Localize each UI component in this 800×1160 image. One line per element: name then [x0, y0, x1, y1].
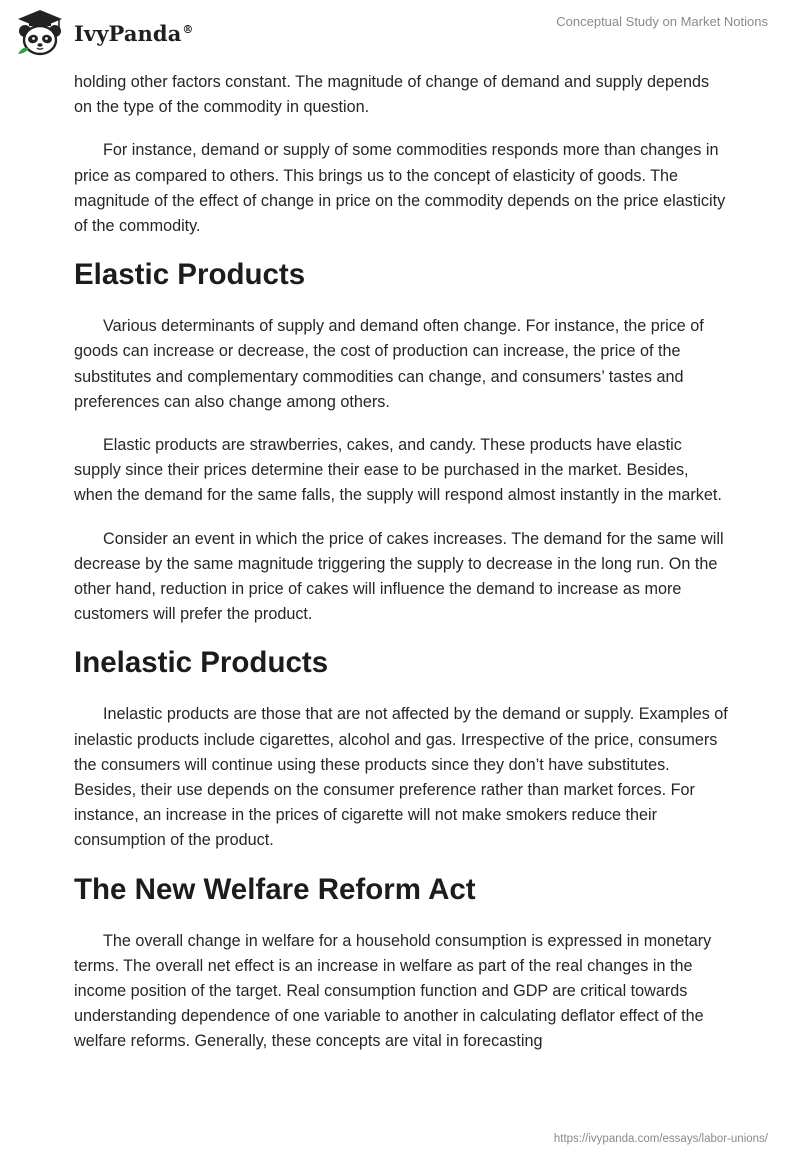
heading-inelastic-products: Inelastic Products [74, 646, 329, 680]
paragraph-intro-elasticity: For instance, demand or supply of some commodities responds more than changes in price as compared to others. This brings us to the concept of elasticity of goods. The magnitude of the effect of change in price on the commodity depends on the price elasticity of the commodity. [74, 141, 726, 236]
logo-text: IvyPanda® [74, 20, 194, 46]
footer-source-url[interactable]: https://ivypanda.com/essays/labor-unions/ [553, 1133, 768, 1145]
paragraph-inelastic: Inelastic products are those that are not affected by the demand or supply. Examples of inelastic products include cigarettes, alcohol and gas. Irrespective of the price, consumers the consumers will continue using these products since they don’t have substitutes. Besides, their use depends on the consumer preference rather than market forces. For instance, an increase in the prices of cigarette will not make smokers reduce their consumption of the product. [74, 705, 728, 850]
paragraph-elastic-determinants: Various determinants of supply and demand often change. For instance, the price of goods can increase or decrease, the cost of production can increase, the price of the substitutes and complementary commodities can change, and consumers’ tastes and preferences can also change among others. [74, 317, 704, 411]
article-body [74, 70, 730, 1073]
paragraph-elastic-cakes: Consider an event in which the price of cakes increases. The demand for the same will decrease by the same magnitude triggering the supply to decrease in the long run. On the other hand, reduction in price of cakes will influence the demand to increase as more customers will prefer the product. [74, 529, 724, 624]
page-header [0, 0, 800, 70]
paragraph-elastic-examples: Elastic products are strawberries, cakes, and candy. These products have elastic supply since their prices determine their ease to be purchased in the market. Besides, when the demand for the same falls, the supply will respond almost instantly in the market. [74, 436, 722, 505]
ivypanda-logo[interactable] [14, 8, 194, 58]
panda-graduate-icon [14, 8, 66, 58]
document-title: Conceptual Study on Market Notions [556, 14, 768, 29]
paragraph-intro-continued: holding other factors constant. The magnitude of change of demand and supply depends on the type of the commodity in question. [74, 73, 710, 117]
heading-elastic-products: Elastic Products [74, 258, 306, 292]
paragraph-welfare: The overall change in welfare for a household consumption is expressed in monetary terms. The overall net effect is an increase in welfare as part of the real changes in the income position of the target. Real consumption function and GDP are critical towards understanding dependence of one variable to another in calculating deflator effect of the welfare reforms. Generally, these concepts are vital in forecasting [74, 931, 712, 1051]
heading-welfare-reform-act: The New Welfare Reform Act [74, 872, 476, 906]
